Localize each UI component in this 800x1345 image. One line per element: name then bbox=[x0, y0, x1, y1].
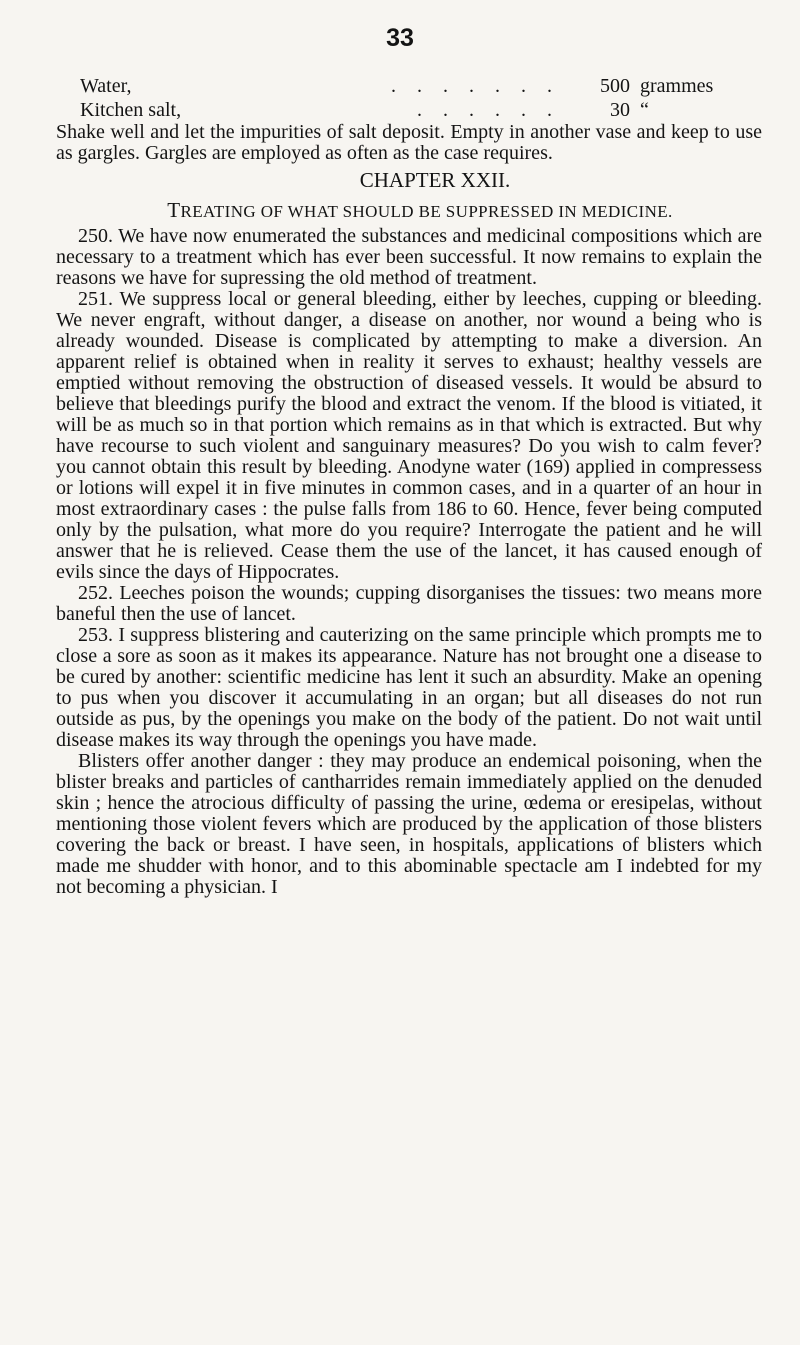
section-heading-initial: T bbox=[167, 198, 181, 222]
page-body bbox=[56, 122, 762, 898]
paragraph-blisters: Blisters offer another danger : they may produce an endemical poisoning, when the blister breaks and particles of cantharrides remain immediately applied on the denuded skin ; hence the atrocious difficulty of passing the urine, œdema or eresipelas, without mentioning those violent fevers which are produced by the application of those blisters covering the back or breast. I have seen, in hospitals, applications of blisters which made me shudder with honor, and to this abominable spectacle am I indebted for my not becoming a physician. I bbox=[56, 750, 762, 898]
recipe-list bbox=[80, 74, 740, 122]
paragraph-250: 250. We have now enumerated the substances and medicinal compositions which are necessary to a treatment which has ever been successful. It now remains to explain the reasons we have for supressing the old method of treatment. bbox=[56, 225, 762, 289]
recipe-ingredient: Water, bbox=[80, 75, 132, 97]
recipe-unit: “ bbox=[640, 99, 649, 121]
page-number: 33 bbox=[386, 24, 414, 52]
paragraph-253: 253. I suppress blistering and cauterizing on the same principle which prompts me to close a sore as soon as it makes its appearance. Nature has not brought one a disease to be cured by another: scientific medicine has lent it such an absurdity. Make an opening to pus when you discover it accumulating in an organ; but all diseases do not run outside as pus, by the openings you make on the body of the patient. Do not wait until disease makes its way through the openings you have made. bbox=[56, 624, 762, 751]
section-heading bbox=[56, 196, 762, 226]
leader-dots: . . . . . . bbox=[417, 99, 560, 121]
leader-dots: . . . . . . . bbox=[391, 75, 560, 97]
intro-paragraph: Shake well and let the impurities of salt deposit. Empty in another vase and keep to use as gargles. Gargles are employed as often as the case requires. bbox=[56, 121, 762, 164]
paragraph-251: 251. We suppress local or general bleeding, either by leeches, cupping or bleeding. We never engraft, without danger, a disease on another, nor wound a being who is already wounded. Disease is complicated by attempting to make a diversion. An apparent relief is obtained when in reality it serves to exhaust; healthy vessels are emptied without removing the obstruction of diseased vessels. It would be absurd to believe that bleedings purify the blood and extract the venom. If the blood is vitiated, it will be as much so in that portion which remains as in that which is extracted. But why have recourse to such violent and sanguinary measures? Do you wish to calm fever? you cannot obtain this result by bleeding. Anodyne water (169) applied in compressess or lotions will expel it in five minutes in common cases, and in a quarter of an hour in most extraordinary cases : the pulse falls from 186 to 60. Hence, fever being computed only by the pulsation, what more do you require? Interrogate the patient and he will answer that he is relieved. Cease them the use of the lancet, it has caused enough of evils since the days of Hippocrates. bbox=[56, 288, 762, 583]
section-heading-text: REATING OF WHAT SHOULD BE SUPPRESSED IN MEDICINE. bbox=[180, 202, 673, 221]
recipe-row bbox=[80, 74, 740, 98]
recipe-row bbox=[80, 98, 740, 122]
recipe-quantity: 500 bbox=[600, 75, 630, 97]
recipe-unit: grammes bbox=[640, 75, 714, 97]
chapter-title: CHAPTER XXII. bbox=[359, 168, 511, 192]
paragraph-252: 252. Leeches poison the wounds; cupping disorganises the tissues: two means more baneful then the use of lancet. bbox=[56, 582, 762, 625]
recipe-ingredient: Kitchen salt, bbox=[80, 99, 182, 121]
recipe-quantity: 30 bbox=[610, 99, 630, 121]
